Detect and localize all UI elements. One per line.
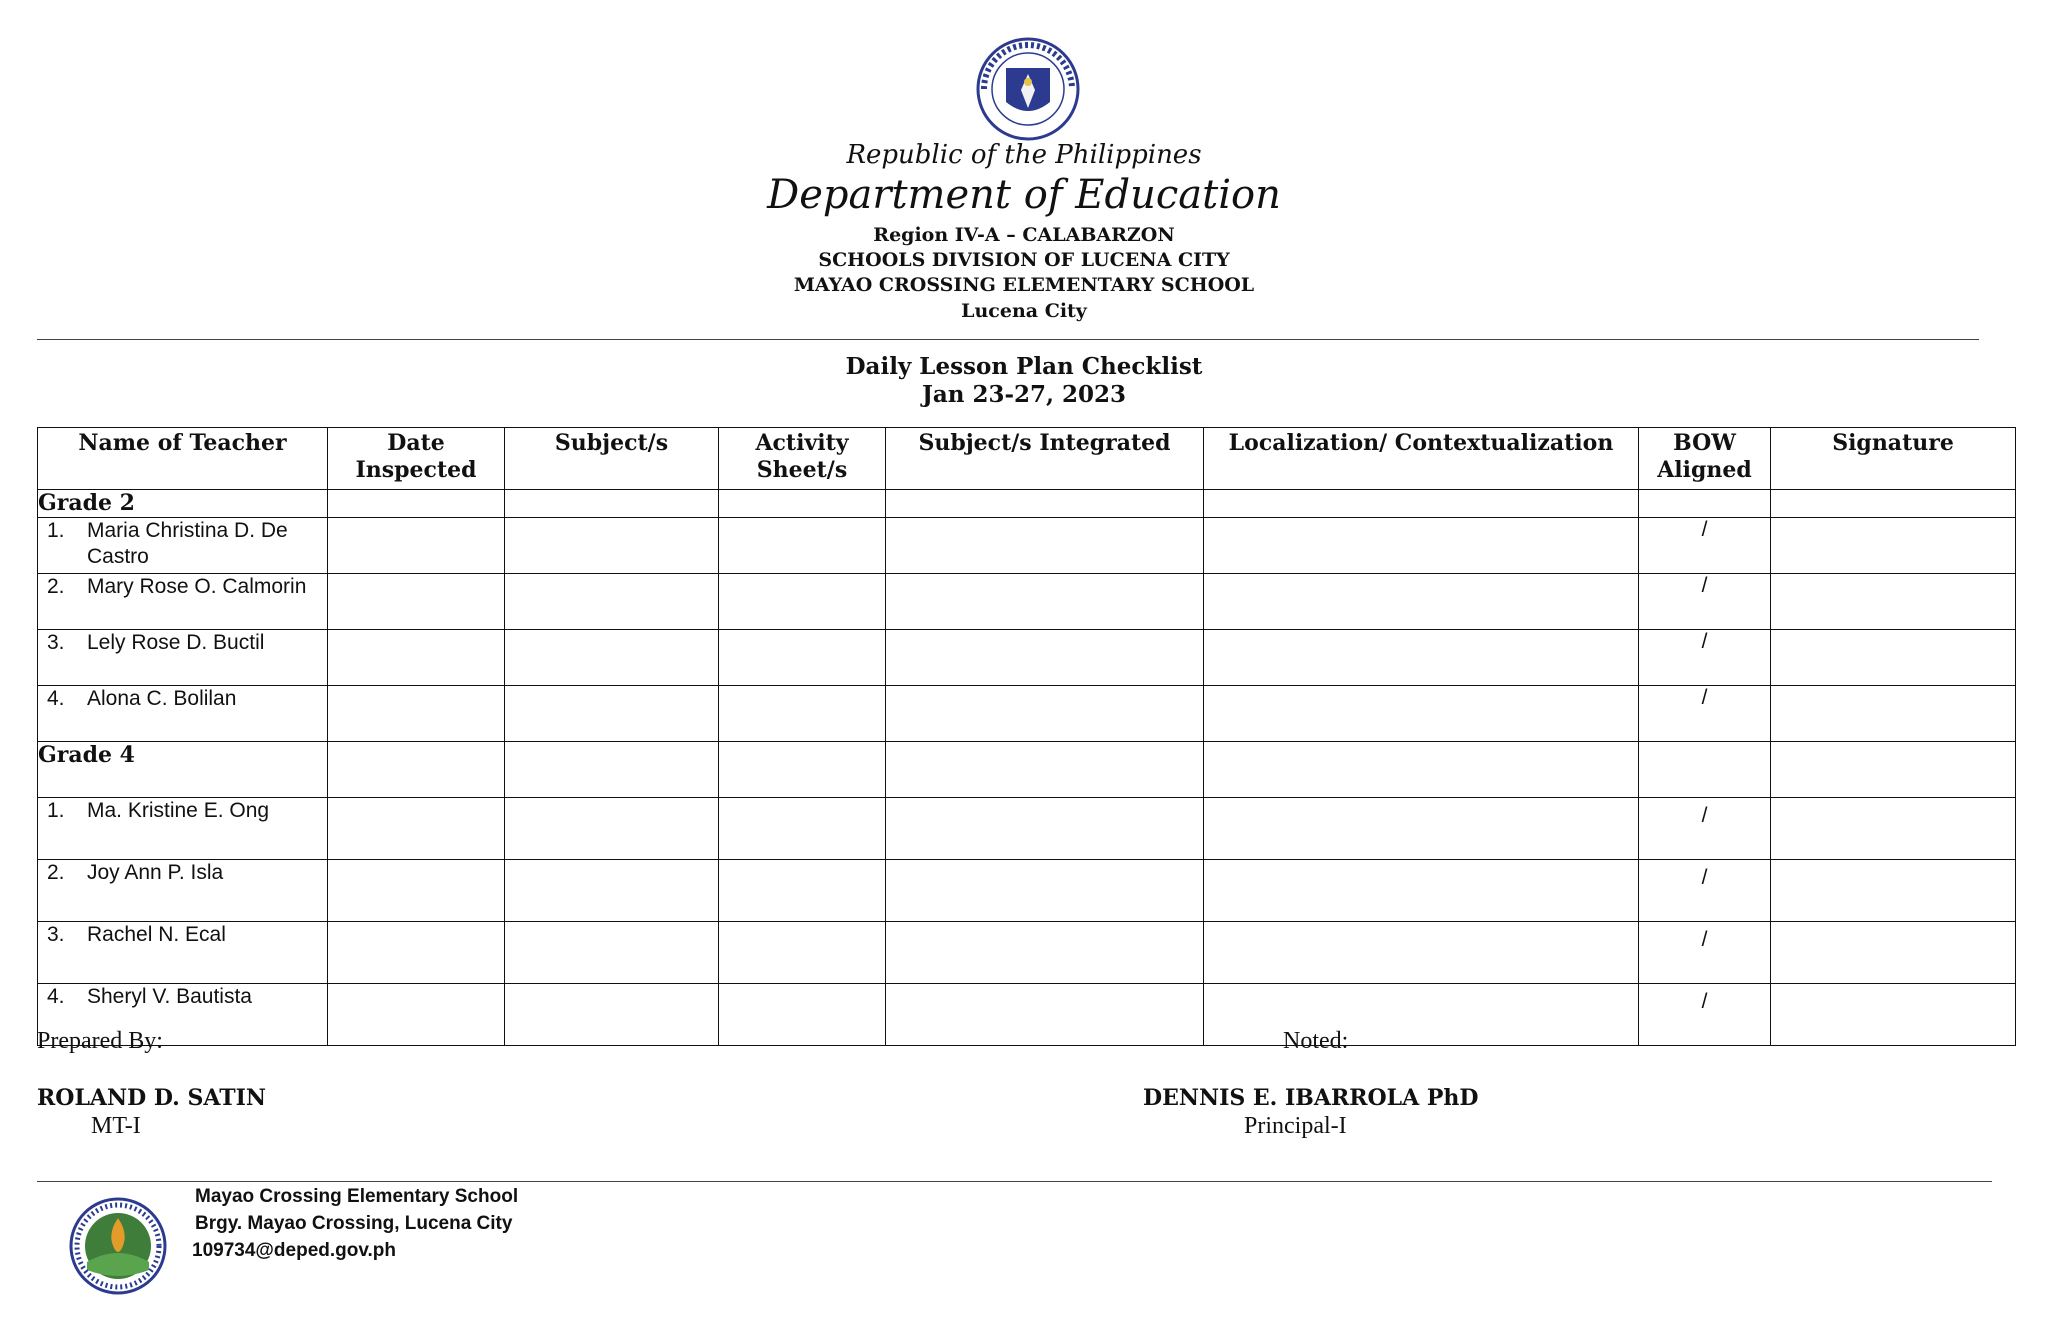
- table-row: [38, 984, 2016, 1046]
- bow-aligned-mark: /: [1639, 984, 1771, 1046]
- signature-cell: [1771, 574, 2016, 630]
- signature-cell: [1771, 686, 2016, 742]
- bow-aligned-mark: /: [1639, 798, 1771, 860]
- prepared-by-label: Prepared By:: [37, 1028, 163, 1054]
- column-header: Date Inspected: [328, 428, 505, 490]
- column-header: Subject/s Integrated: [886, 428, 1204, 490]
- bow-aligned-mark: /: [1639, 922, 1771, 984]
- header-divider: [37, 339, 1979, 340]
- table-row: [38, 686, 2016, 742]
- teacher-number: 1.: [47, 799, 65, 822]
- grade-row: [38, 490, 2016, 518]
- signature-cell: [1771, 518, 2016, 574]
- signature-cell: [1771, 630, 2016, 686]
- bow-aligned-mark: /: [1639, 630, 1771, 686]
- column-header: Name of Teacher: [38, 428, 328, 490]
- column-header: Activity Sheet/s: [719, 428, 886, 490]
- prepared-by-position: MT-I: [91, 1113, 141, 1139]
- teacher-name: Maria Christina D. De Castro: [87, 519, 288, 568]
- bow-aligned-mark: /: [1639, 686, 1771, 742]
- teacher-number: 1.: [47, 519, 65, 542]
- teacher-cell: [38, 686, 328, 742]
- teacher-number: 4.: [47, 985, 65, 1008]
- department-heading: Department of Education: [767, 172, 1281, 218]
- republic-heading: Republic of the Philippines: [846, 140, 1202, 170]
- bow-aligned-mark: /: [1639, 518, 1771, 574]
- teacher-number: 3.: [47, 631, 65, 654]
- teacher-cell: [38, 630, 328, 686]
- document-date-range: Jan 23-27, 2023: [921, 381, 1127, 408]
- teacher-name: Lely Rose D. Buctil: [87, 631, 265, 654]
- teacher-number: 2.: [47, 861, 65, 884]
- teacher-cell: [38, 574, 328, 630]
- footer-school-name: Mayao Crossing Elementary School: [195, 1186, 519, 1207]
- signature-cell: [1771, 860, 2016, 922]
- teacher-number: 3.: [47, 923, 65, 946]
- column-header: Subject/s: [505, 428, 719, 490]
- prepared-by-name: ROLAND D. SATIN: [37, 1085, 266, 1111]
- table-row: [38, 798, 2016, 860]
- table-row: [38, 860, 2016, 922]
- grade-row: [38, 742, 2016, 798]
- region-line: Region IV-A – CALABARZON: [873, 224, 1175, 246]
- document-title: Daily Lesson Plan Checklist: [845, 353, 1203, 380]
- table-row: [38, 518, 2016, 574]
- teacher-cell: [38, 922, 328, 984]
- footer-address: Brgy. Mayao Crossing, Lucena City: [195, 1213, 513, 1234]
- teacher-name: Sheryl V. Bautista: [87, 985, 252, 1008]
- footer-divider: [37, 1181, 1992, 1182]
- teacher-cell: [38, 860, 328, 922]
- table-row: [38, 922, 2016, 984]
- column-header: Localization/ Contextualization: [1204, 428, 1639, 490]
- teacher-name: Joy Ann P. Isla: [87, 861, 224, 884]
- table-row: [38, 574, 2016, 630]
- noted-by-position: Principal-I: [1244, 1113, 1347, 1139]
- footer-email: 109734@deped.gov.ph: [192, 1240, 397, 1261]
- signature-cell: [1771, 798, 2016, 860]
- school-logo: [67, 1196, 169, 1296]
- school-line: MAYAO CROSSING ELEMENTARY SCHOOL: [793, 274, 1255, 296]
- noted-label: Noted:: [1283, 1028, 1349, 1054]
- table-header-row: [38, 428, 2016, 490]
- deped-seal-logo: [972, 36, 1084, 142]
- division-line: SCHOOLS DIVISION OF LUCENA CITY: [818, 249, 1230, 271]
- grade-label: Grade 4: [38, 742, 328, 798]
- teacher-number: 2.: [47, 575, 65, 598]
- teacher-name: Mary Rose O. Calmorin: [87, 575, 307, 598]
- teacher-name: Alona C. Bolilan: [87, 687, 237, 710]
- table-row: [38, 630, 2016, 686]
- teacher-number: 4.: [47, 687, 65, 710]
- noted-by-name: DENNIS E. IBARROLA PhD: [1143, 1085, 1479, 1111]
- checklist-table: [37, 427, 2016, 1046]
- bow-aligned-mark: /: [1639, 574, 1771, 630]
- signature-cell: [1771, 984, 2016, 1046]
- teacher-name: Ma. Kristine E. Ong: [87, 799, 270, 822]
- teacher-cell: [38, 518, 328, 574]
- teacher-cell: [38, 798, 328, 860]
- city-line: Lucena City: [961, 300, 1087, 322]
- column-header: BOW Aligned: [1639, 428, 1771, 490]
- signature-cell: [1771, 922, 2016, 984]
- bow-aligned-mark: /: [1639, 860, 1771, 922]
- grade-label: Grade 2: [38, 490, 328, 518]
- column-header: Signature: [1771, 428, 2016, 490]
- teacher-name: Rachel N. Ecal: [87, 923, 226, 946]
